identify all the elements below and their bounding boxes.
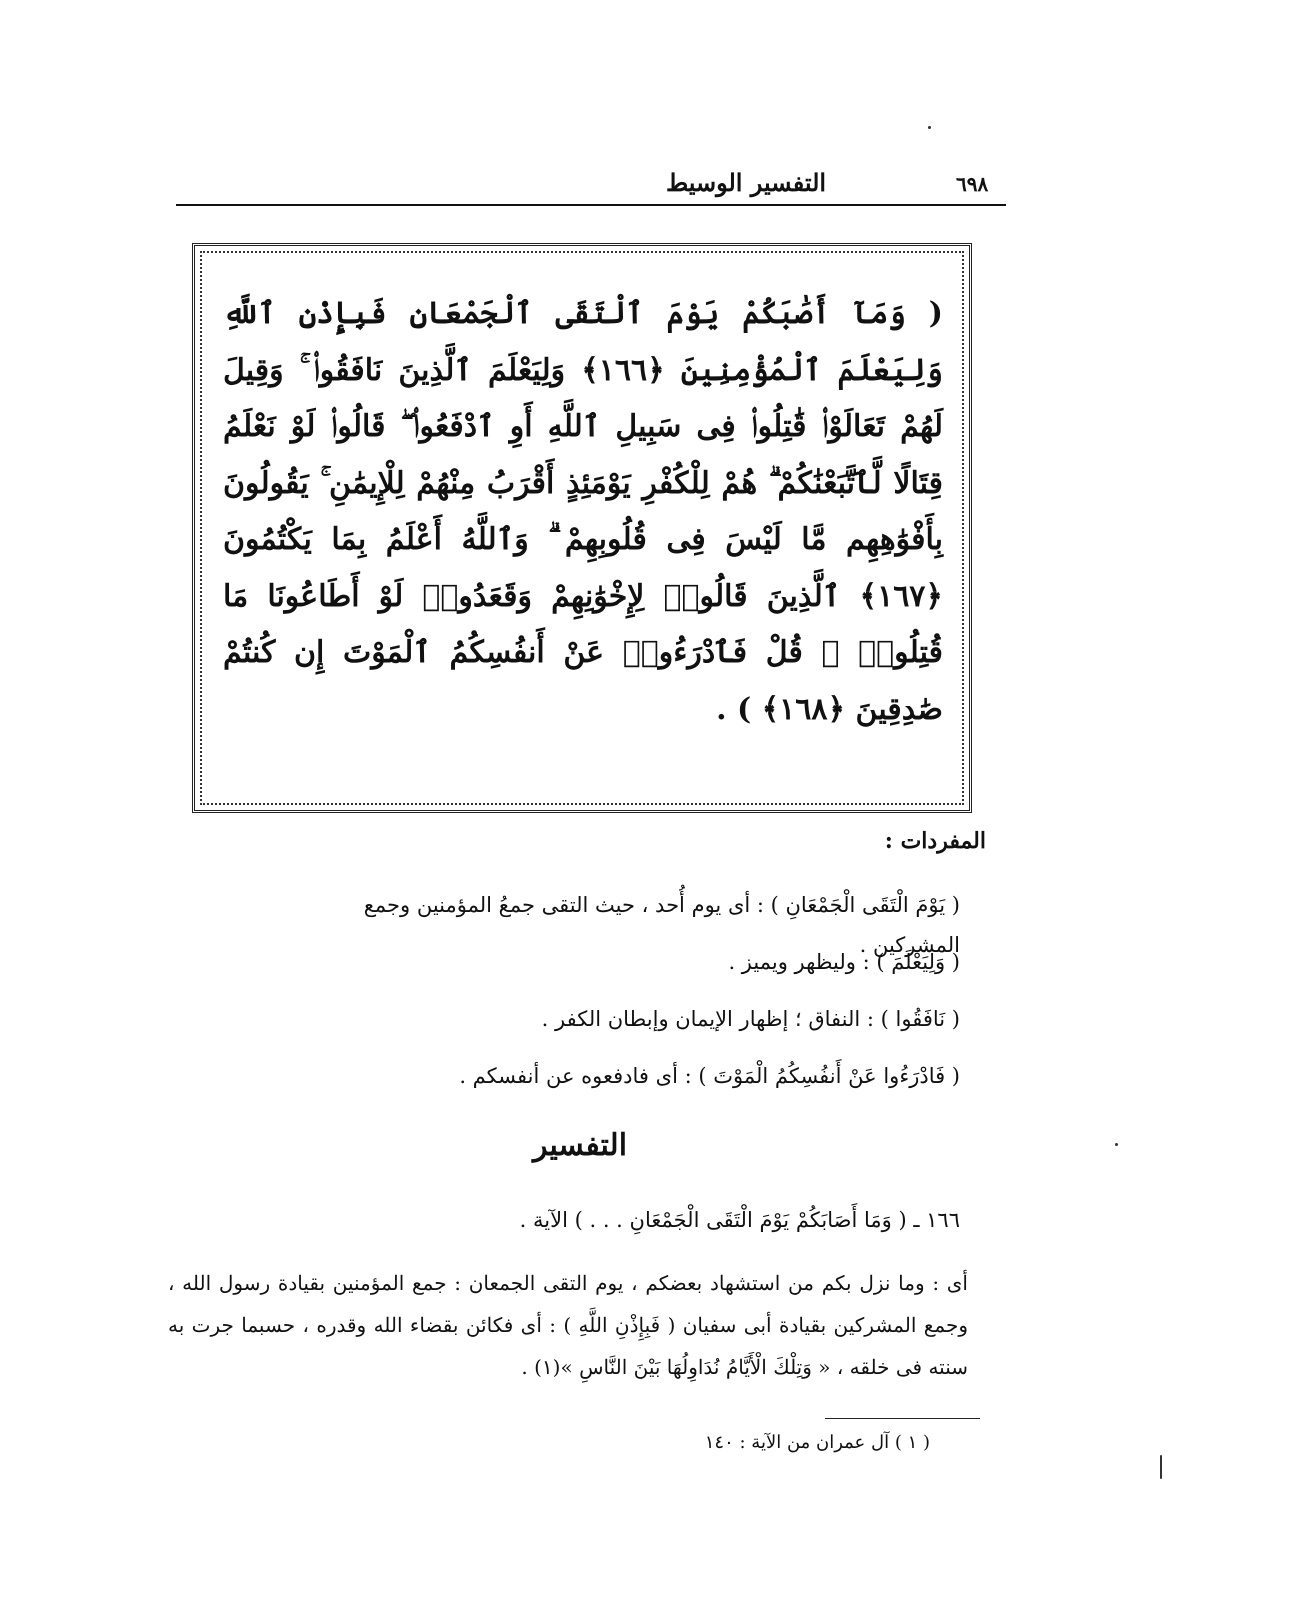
vocabulary-item: ( وَلِيَعْلَمَ ) : وليظهر ويميز .: [728, 950, 960, 974]
scan-speck: [1160, 1455, 1162, 1479]
header-rule: [176, 204, 1006, 206]
vocabulary-item: ( نَافَقُوا ) : النفاق ؛ إظهار الإيمان وإبطان الكفر .: [541, 1007, 960, 1031]
footnote-rule: [825, 1418, 980, 1419]
page-number: ٦٩٨: [956, 172, 989, 196]
tafsir-paragraph: أى : وما نزل بكم من استشهاد بعضكم ، يوم التقى الجمعان : جمع المؤمنين بقيادة رسول الله ، وجمع المشركين بقيادة أبى سفيان ( فَبِإِذْنِ اللَّهِ ) : أى فكائن بقضاء الله وقدره ، حسبما جرت به سنته فى خلقه ، « وَتِلْكَ الْأَيَّامُ نُدَاوِلُهَا بَيْنَ النَّاسِ »(١) .: [168, 1271, 968, 1379]
scan-speck: [1115, 1143, 1118, 1146]
page-header: [176, 160, 1006, 210]
vocabulary-heading: المفردات :: [884, 828, 986, 854]
scan-speck: [928, 126, 931, 129]
tafsir-title: التفسير: [532, 1128, 628, 1163]
verse-reference: ١٦٦ ـ ( وَمَا أَصَابَكُمْ يَوْمَ الْتَقَى الْجَمْعَانِ . . . ) الآية .: [519, 1208, 960, 1232]
vocabulary-item: ( يَوْمَ الْتَقَى الْجَمْعَانِ ) : أى يوم أُحد ، حيث التقى جمعُ المؤمنين وجمع المشركين .: [363, 893, 960, 957]
footnote: ( ١ ) آل عمران من الآية : ١٤٠: [704, 1432, 930, 1453]
running-title: التفسير الوسيط: [665, 168, 827, 197]
vocabulary-item: ( فَادْرَءُوا عَنْ أَنفُسِكُمُ الْمَوْتَ ) : أى فادفعوه عن أنفسكم .: [459, 1064, 960, 1088]
vocabulary-list: [300, 885, 960, 1113]
quran-verse-box: [192, 243, 972, 813]
quran-verse-text: ( وَمَآ أَصَٰبَكُمْ يَوْمَ ٱلْتَقَى ٱلْجَمْعَانِ فَبِإِذْنِ ٱللَّهِ وَلِيَعْلَمَ ٱلْمُؤْمِنِينَ ﴿١٦٦﴾ وَلِيَعْلَمَ ٱلَّذِينَ نَافَقُوا۟ ۚ وَقِيلَ لَهُمْ تَعَالَوْا۟ قَٰتِلُوا۟ فِى سَبِيلِ ٱللَّهِ أَوِ ٱدْفَعُوا۟ ۖ قَالُوا۟ لَوْ نَعْلَمُ قِتَالًا لَّٱتَّبَعْنَٰكُمْ ۗ هُمْ لِلْكُفْرِ يَوْمَئِذٍ أَقْرَبُ مِنْهُمْ لِلْإِيمَٰنِ ۚ يَقُولُونَ بِأَفْوَٰهِهِم مَّا لَيْسَ فِى قُلُوبِهِمْ ۗ وَٱللَّهُ أَعْلَمُ بِمَا يَكْتُمُونَ ﴿١٦٧﴾ ٱلَّذِينَ قَالُوا۟ لِإِخْوَٰنِهِمْ وَقَعَدُوا۟ لَوْ أَطَاعُونَا مَا قُتِلُوا۟ ۗ قُلْ فَٱدْرَءُوا۟ عَنْ أَنفُسِكُمُ ٱلْمَوْتَ إِن كُنتُمْ صَٰدِقِينَ ﴿١٦٨﴾ ) .: [223, 296, 944, 727]
